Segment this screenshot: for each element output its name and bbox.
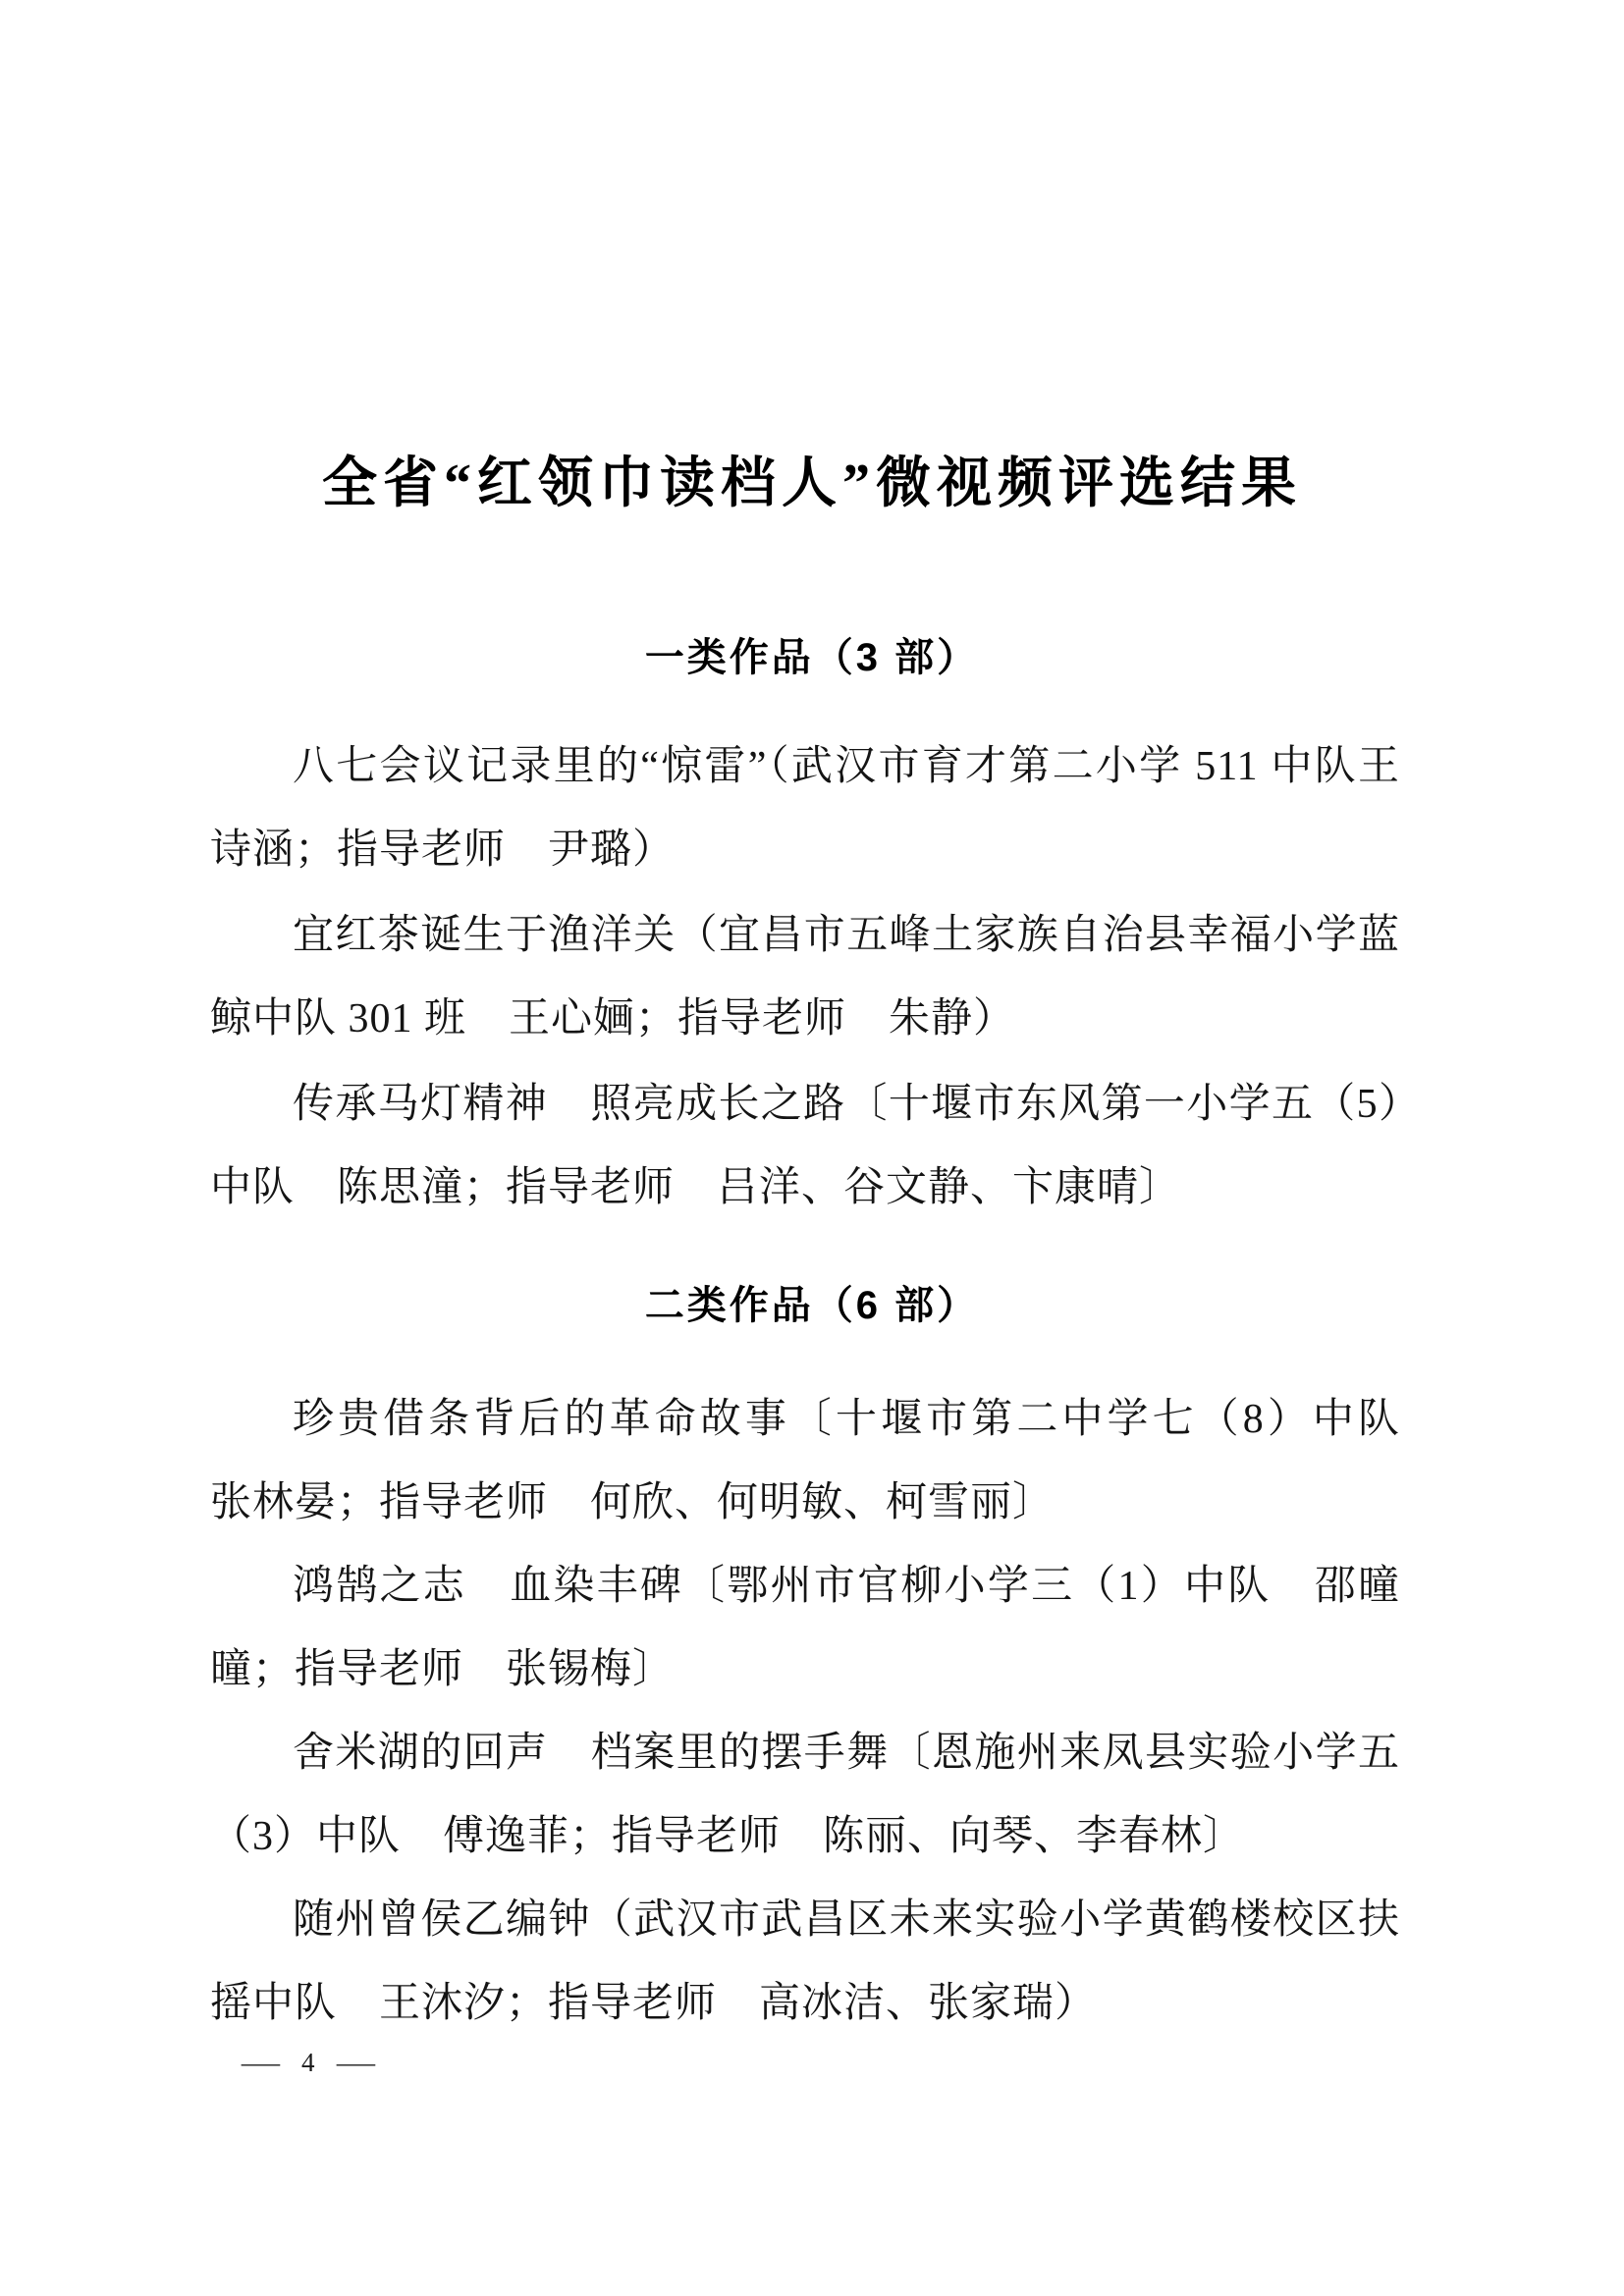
work-entry: 宜红茶诞生于渔洋关（宜昌市五峰土家族自治县幸福小学蓝鲸中队 301 班 王心婳；指导老师 朱静）	[210, 913, 1400, 1041]
work-entry: 传承马灯精神 照亮成长之路〔十堰市东风第一小学五（5）中队 陈思潼；指导老师 吕洋、谷文静、卞康晴〕	[210, 1082, 1400, 1210]
footer-dash-left: —	[241, 2048, 281, 2077]
work-entry: 舍米湖的回声 档案里的摆手舞〔恩施州来凤县实验小学五（3）中队 傅逸菲；指导老师 陈丽、向琴、李春林〕	[210, 1731, 1400, 1859]
work-entry: 随州曾侯乙编钟（武汉市武昌区未来实验小学黄鹤楼校区扶摇中队 王沐汐；指导老师 高冰洁、张家瑞）	[210, 1897, 1400, 2026]
work-entry: 八七会议记录里的“惊雷”（武汉市育才第二小学 511 中队王诗涵；指导老师 尹璐）	[210, 744, 1400, 873]
work-entry: 鸿鹄之志 血染丰碑〔鄂州市官柳小学三（1）中队 邵曈曈；指导老师 张锡梅〕	[210, 1564, 1400, 1692]
section-2-heading: 二类作品（6 部）	[644, 1284, 980, 1327]
footer-dash-right: —	[336, 2048, 375, 2077]
section-1-heading: 一类作品（3 部）	[644, 636, 980, 679]
page-footer	[241, 2048, 375, 2078]
document-title: 全省“红领巾读档人”微视频评选结果	[322, 454, 1302, 514]
work-entry: 珍贵借条背后的革命故事〔十堰市第二中学七（8）中队 张林晏；指导老师 何欣、何明敏、柯雪丽〕	[210, 1397, 1443, 1525]
page-number: 4	[301, 2048, 315, 2077]
